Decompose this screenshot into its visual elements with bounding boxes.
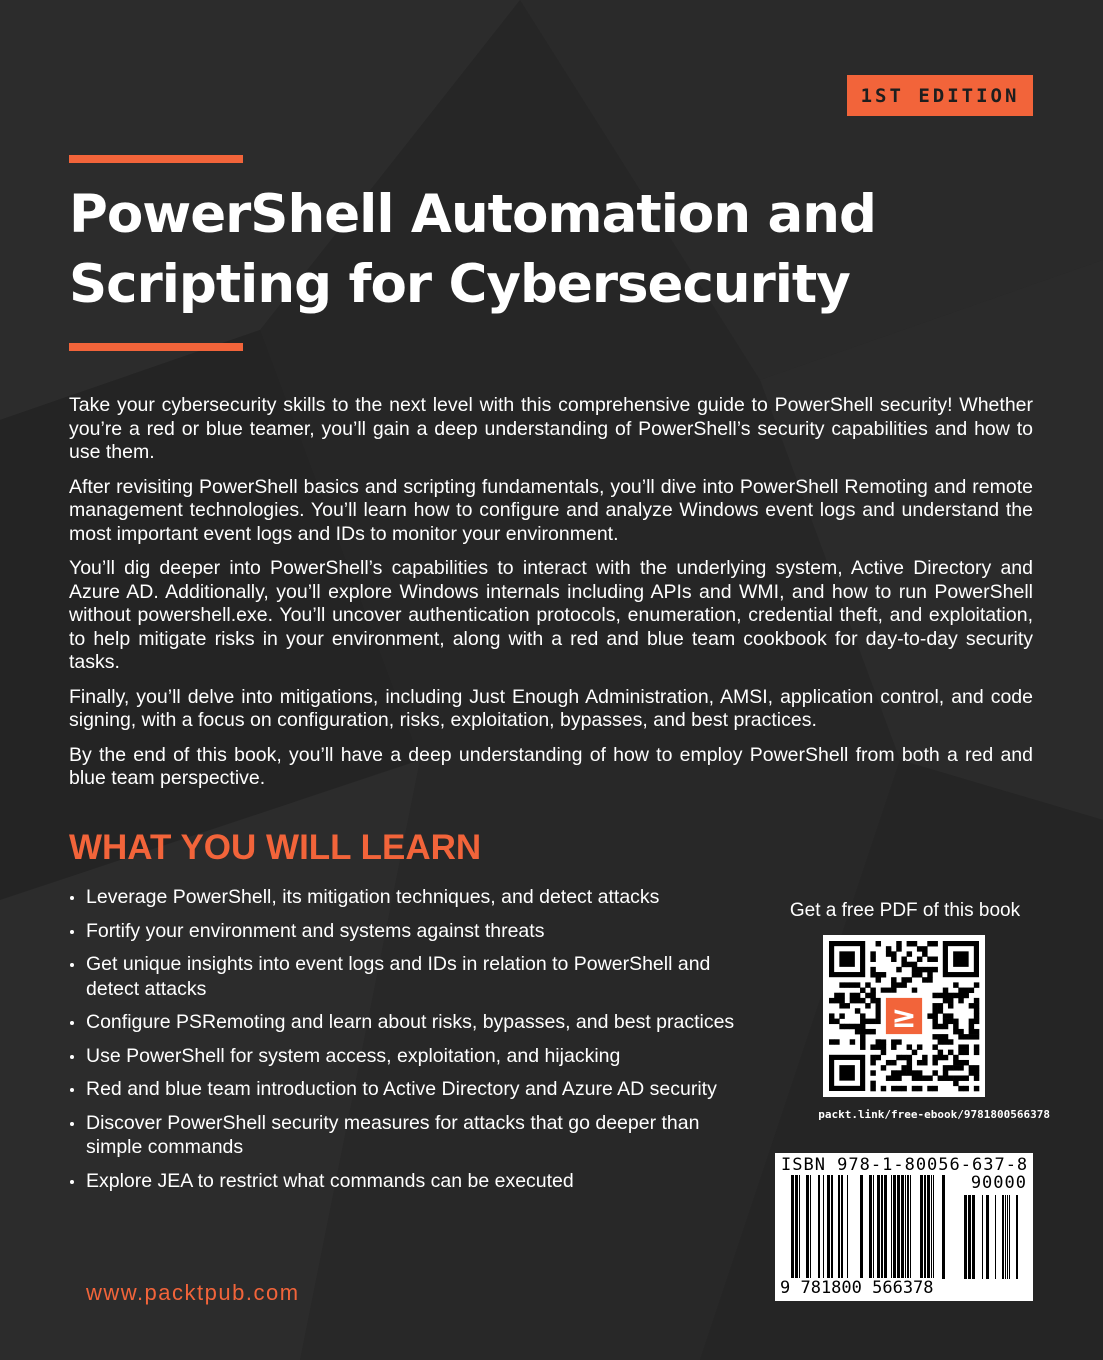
learn-item: Leverage PowerShell, its mitigation techniques, and detect attacks: [69, 885, 749, 910]
ean-digits: 9 781800 566378: [780, 1278, 934, 1298]
description-paragraph: You’ll dig deeper into PowerShell’s capabilities to interact with the underlying system, Active Directory and Azure AD. Additionally, you’ll explore Windows internals including APIs and WMI, and how to run PowerShell without powershell.exe. You’ll uncover authentication protocols, enumeration, credential theft, and exploitation, to help mitigate risks in your environment, along with a red and blue team cookbook for day-to-day security tasks.: [69, 557, 1033, 673]
description-paragraph: Take your cybersecurity skills to the next level with this comprehensive guide to PowerShell security! Whether you’re a red or blue teamer, you’ll gain a deep understanding of PowerShell’s security capabilities and how to use them.: [69, 394, 1033, 463]
learn-item: Explore JEA to restrict what commands can be executed: [69, 1169, 749, 1194]
learn-item: Discover PowerShell security measures for attacks that go deeper than simple commands: [69, 1111, 749, 1160]
learn-list: [69, 885, 749, 1202]
free-pdf-caption: Get a free PDF of this book: [789, 900, 1021, 921]
title-line-1: PowerShell Automation and: [69, 184, 876, 245]
book-description: [69, 394, 1033, 802]
book-title: [69, 180, 969, 320]
learn-item: Red and blue team introduction to Active Directory and Azure AD security: [69, 1077, 749, 1102]
free-ebook-link[interactable]: packt.link/free-ebook/9781800566378: [818, 1108, 1050, 1121]
edition-badge: 1ST EDITION: [847, 75, 1033, 116]
price-code: 90000: [970, 1173, 1027, 1193]
top-accent-rule: [69, 155, 243, 163]
bottom-accent-rule: [69, 343, 243, 351]
isbn-text: ISBN 978-1-80056-637-8: [781, 1155, 1029, 1175]
website-link[interactable]: www.packtpub.com: [86, 1280, 300, 1305]
description-paragraph: After revisiting PowerShell basics and scripting fundamentals, you’ll dive into PowerShell Remoting and remote management technologies. You’ll learn how to configure and analyze Windows event logs and understand the most important event logs and IDs to monitor your environment.: [69, 475, 1033, 545]
title-line-2: Scripting for Cybersecurity: [69, 254, 850, 315]
learn-item: Fortify your environment and systems against threats: [69, 919, 749, 944]
learn-item: Get unique insights into event logs and IDs in relation to PowerShell and detect attacks: [69, 952, 749, 1001]
learn-item: Configure PSRemoting and learn about risks, bypasses, and best practices: [69, 1010, 749, 1035]
isbn-barcode: [775, 1153, 1033, 1301]
description-paragraph: Finally, you’ll delve into mitigations, including Just Enough Administration, AMSI, application control, and code signing, with a focus on configuration, risks, exploitation, bypasses, and best practices.: [69, 685, 1033, 731]
learn-heading: WHAT YOU WILL LEARN: [69, 828, 482, 867]
qr-code[interactable]: [823, 935, 985, 1097]
qr-code-icon: [823, 935, 985, 1097]
svg-text:≥: ≥: [891, 999, 917, 1035]
learn-item: Use PowerShell for system access, exploitation, and hijacking: [69, 1044, 749, 1069]
description-paragraph: By the end of this book, you’ll have a deep understanding of how to employ PowerShell from both a red and blue team perspective.: [69, 743, 1033, 789]
